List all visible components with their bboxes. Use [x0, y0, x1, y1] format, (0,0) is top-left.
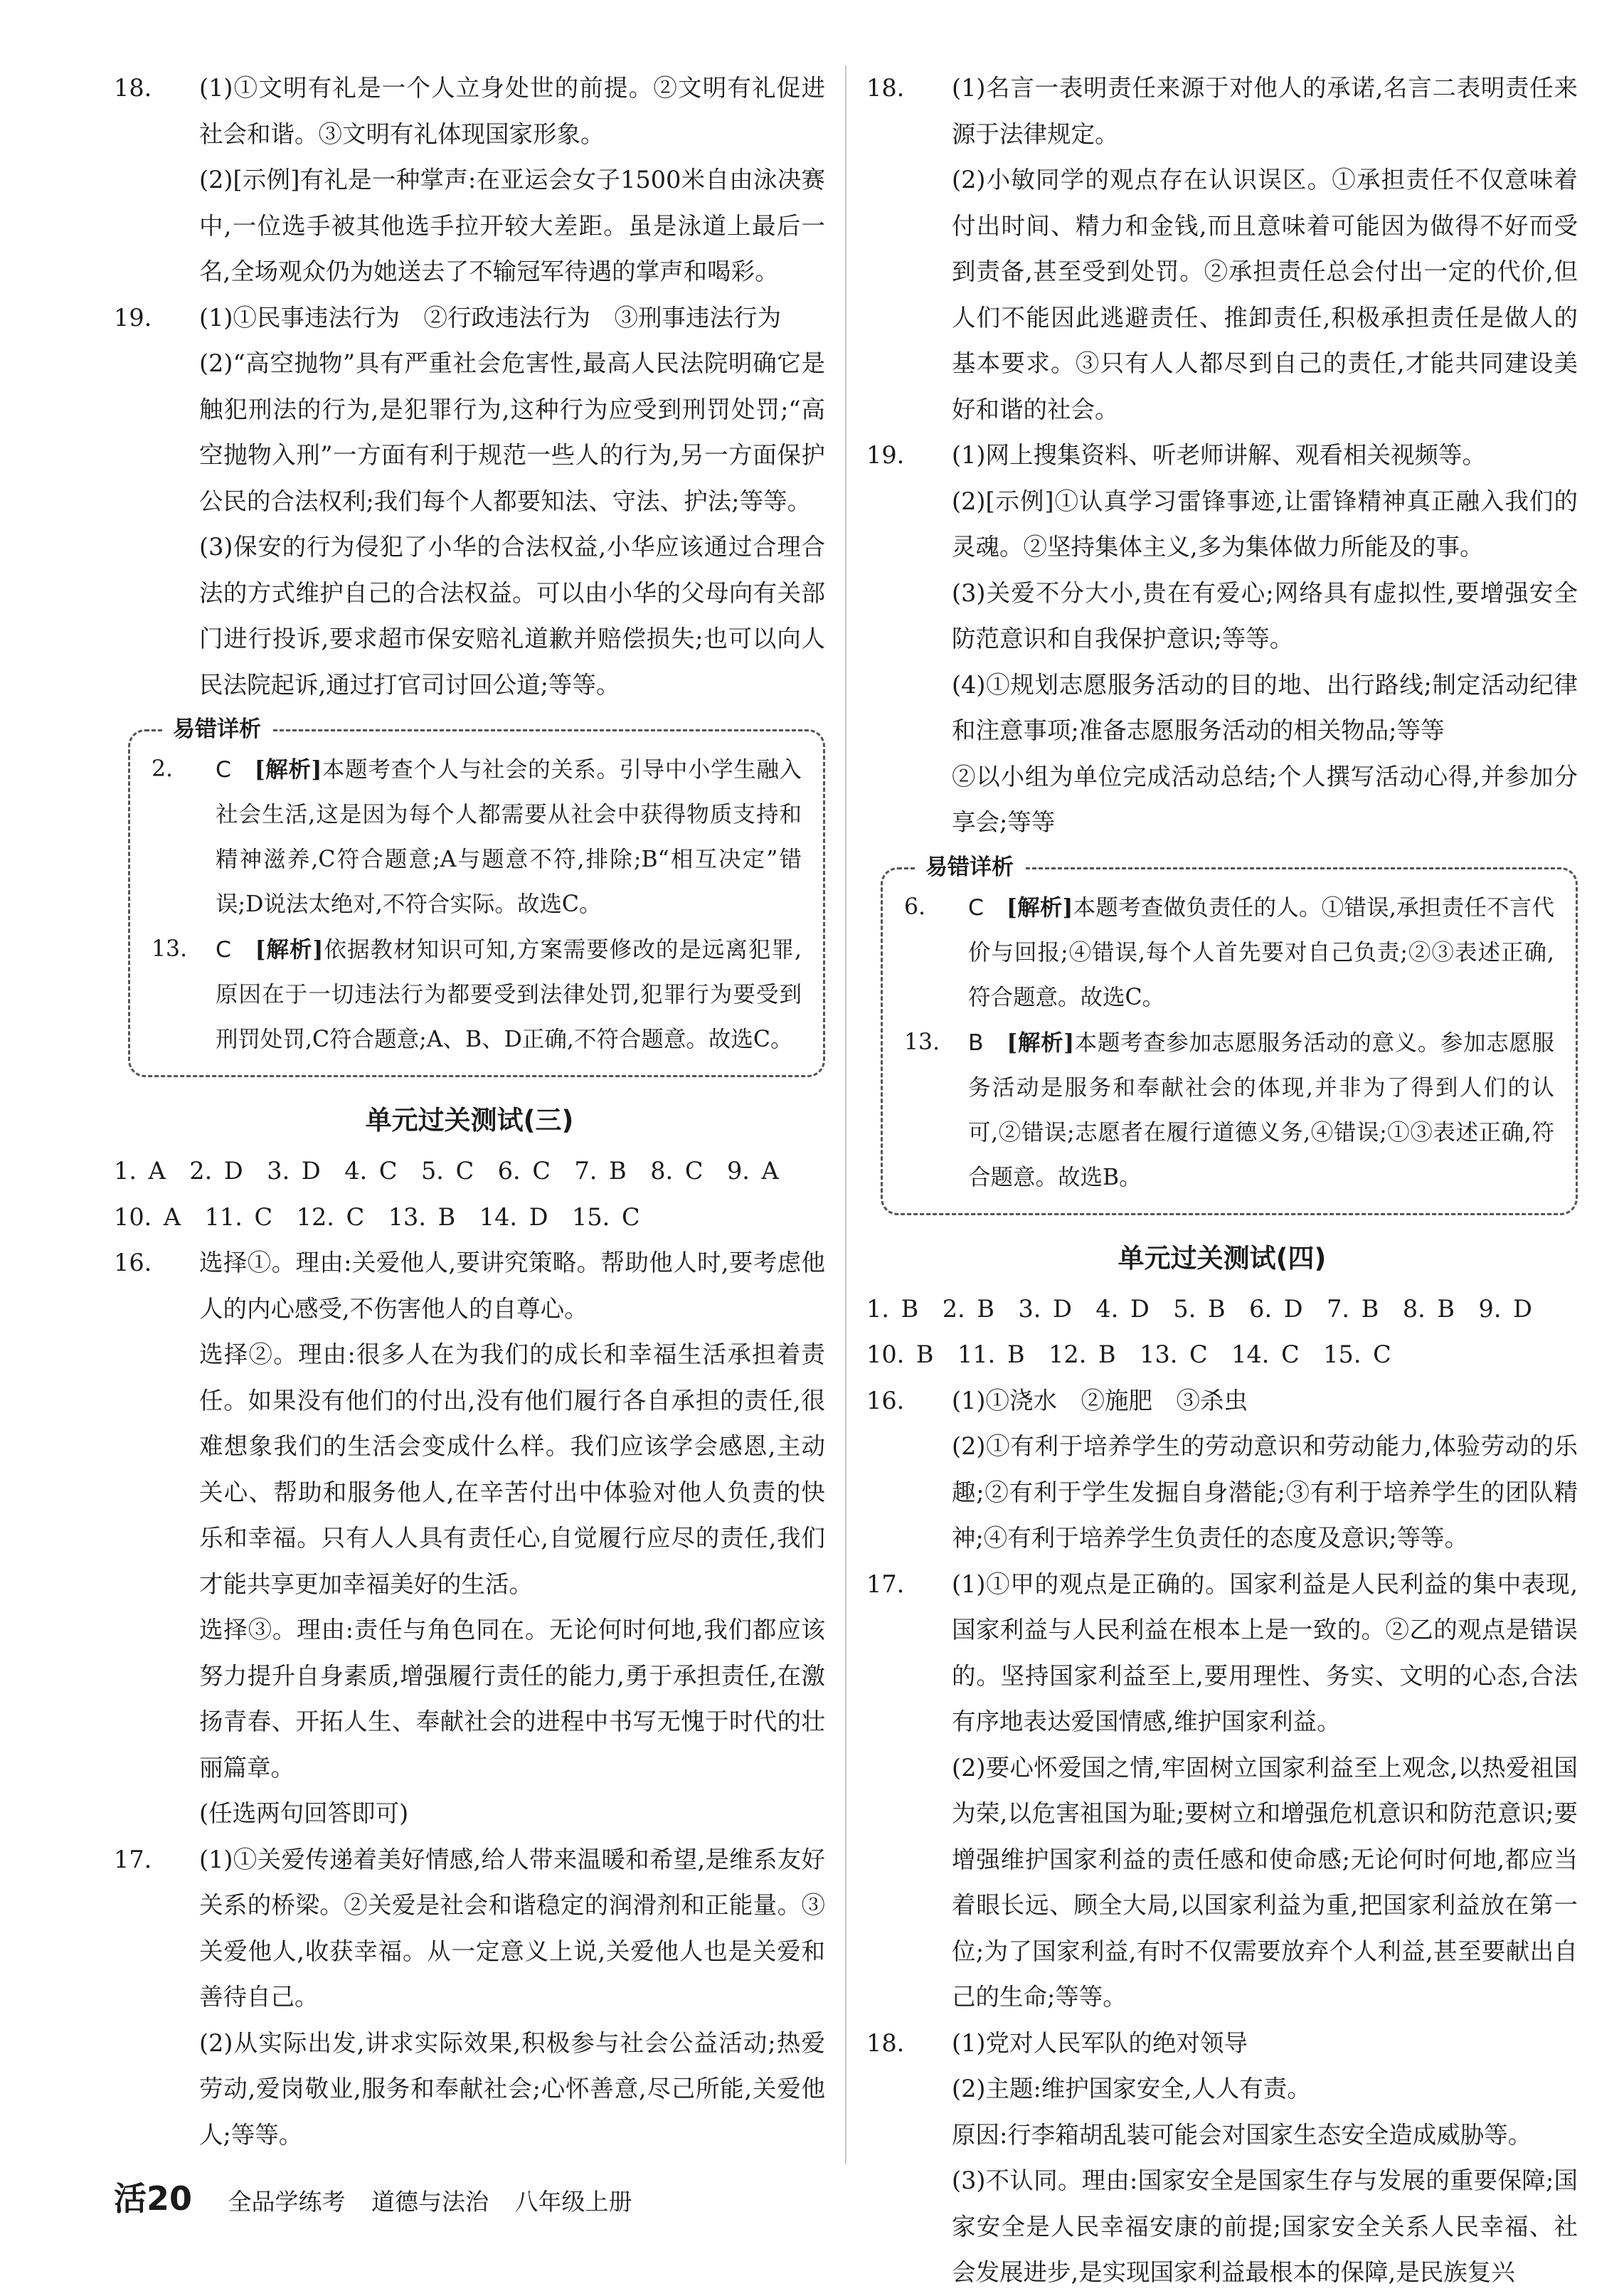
subject-name: 道德与法治	[371, 2188, 489, 2216]
analysis-tag: [解析]	[1006, 894, 1073, 921]
analysis-item	[152, 747, 802, 927]
question-number: 19.	[866, 441, 905, 469]
question-number: 18.	[866, 74, 905, 102]
box-title: 易错详析	[915, 851, 1024, 884]
item-number: 6.	[904, 894, 926, 920]
box-title: 易错详析	[163, 713, 271, 746]
grade-label: 八年级上册	[514, 2188, 632, 2216]
question-number: 19.	[114, 303, 152, 332]
left-q19	[114, 295, 825, 709]
answer-text: (2)从实际出发,讲求实际效果,积极参与社会公益活动;热爱劳动,爱岗敬业,服务和奉献社会;心怀善意,尽己所能,关爱他人;等等。	[199, 2028, 825, 2149]
left-q16	[114, 1240, 825, 1837]
right-q17	[866, 1562, 1578, 2021]
answer-text: (1)①文明有礼是一个人立身处世的前提。②文明有礼促进社会和谐。③文明有礼体现国家形象。	[199, 74, 825, 148]
answer-letter: C	[968, 894, 984, 921]
analysis-text: 本题考查做负责任的人。①错误,承担责任不言代价与回报;④错误,每个人首先要对自己负责;②③表述正确,符合题意。故选C。	[968, 894, 1555, 1010]
answer-text: (2)要心怀爱国之情,牢固树立国家利益至上观念,以热爱祖国为荣,以危害祖国为耻;要树立和增强危机意识和防范意识;要增强维护国家利益的责任感和使命感;无论何时何地,都应当着眼长远、顾全大局,以国家利益为重,把国家利益放在第一位;为了国家利益,有时不仅需要放弃个人利益,甚至要献出自己的生命;等等。	[952, 1753, 1578, 2011]
answer-text: (3)不认同。理由:国家安全是国家生存与发展的重要保障;国家安全是人民幸福安康的前提;国家安全关系人民幸福、社会发展进步,是实现国家利益最根本的保障,是民族复兴	[952, 2167, 1578, 2286]
brand-name: 全品学练考	[228, 2188, 346, 2216]
right-column	[866, 65, 1578, 2296]
error-analysis-box	[128, 716, 825, 1077]
answer-text: (2)小敏同学的观点存在认识误区。①承担责任不仅意味着付出时间、精力和金钱,而且意味着可能因为做得不好而受到责备,甚至受到处罚。②承担责任总会付出一定的代价,但人们不能因此逃避责任、推卸责任,积极承担责任是做人的基本要求。③只有人人都尽到自己的责任,才能共同建设美好和谐的社会。	[952, 166, 1578, 423]
choice-answers-row: 10. A 11. C 12. C 13. B 14. D 15. C	[114, 1202, 640, 1231]
analysis-tag: [解析]	[254, 756, 322, 783]
analysis-text: 依据教材知识可知,方案需要修改的是远离犯罪,原因在于一切违法行为都要受到法律处罚,犯罪行为要受到刑罚处罚,C符合题意;A、B、D正确,不符合题意。故选C。	[216, 937, 802, 1052]
question-number: 16.	[114, 1249, 152, 1276]
answer-text: (2)“高空抛物”具有严重社会危害性,最高人民法院明确它是触犯刑法的行为,是犯罪行为,这种行为应受到刑罚处罚;“高空抛物入刑”一方面有利于规范一些人的行为,另一方面保护公民的合法权利;我们每个人都要知法、守法、护法;等等。	[199, 349, 825, 515]
item-number: 13.	[904, 1029, 940, 1055]
answer-text: (1)网上搜集资料、听老师讲解、观看相关视频等。	[952, 441, 1486, 469]
answer-text: (2)[示例]①认真学习雷锋事迹,让雷锋精神真正融入我们的灵魂。②坚持集体主义,多为集体做力所能及的事。	[952, 487, 1578, 561]
question-number: 18.	[866, 2028, 905, 2057]
right-q16	[866, 1378, 1578, 1562]
question-number: 17.	[114, 1845, 152, 1873]
page-footer	[114, 2177, 651, 2223]
column-divider	[845, 65, 846, 2164]
answer-letter: C	[216, 937, 231, 963]
answer-text: (3)保安的行为侵犯了小华的合法权益,小华应该通过合理合法的方式维护自己的合法权益。可以由小华的父母向有关部门进行投诉,要求超市保安赔礼道歉并赔偿损失;也可以向人民法院起诉,通过打官司讨回公道;等等。	[199, 533, 825, 699]
analysis-item	[904, 885, 1554, 1020]
answer-text: 选择③。理由:责任与角色同在。无论何时何地,我们都应该努力提升自身素质,增强履行责任的能力,勇于承担责任,在激扬青春、开拓人生、奉献社会的进程中书写无愧于时代的壮丽篇章。	[199, 1616, 825, 1782]
page-number: 活20	[114, 2179, 193, 2218]
answer-text: (4)①规划志愿服务活动的目的地、出行路线;制定活动纪律和注意事项;准备志愿服务活动的相关物品;等等	[952, 670, 1578, 744]
answer-text: 原因:行李箱胡乱装可能会对国家生态安全造成威胁等。	[952, 2120, 1532, 2149]
analysis-text: 本题考查个人与社会的关系。引导中小学生融入社会生活,这是因为每个人都需要从社会中获得物质支持和精神滋养,C符合题意;A与题意不符,排除;B“相互决定”错误;D说法太绝对,不符合实际。故选C。	[216, 757, 802, 917]
analysis-text: 本题考查参加志愿服务活动的意义。参加志愿服务活动是服务和奉献社会的体现,并非为了得到人们的认可,②错误;志愿者在履行道德义务,④错误;①③表述正确,符合题意。故选B。	[968, 1030, 1554, 1190]
right-q19	[866, 433, 1578, 846]
answer-text: ②以小组为单位完成活动总结;个人撰写活动心得,并参加分享会;等等	[952, 762, 1578, 836]
answer-text: (1)①甲的观点是正确的。国家利益是人民利益的集中表现,国家利益与人民利益在根本上是一致的。②乙的观点是错误的。坚持国家利益至上,要用理性、务实、文明的心态,合法有序地表达爱国情感,维护国家利益。	[952, 1570, 1578, 1735]
question-number: 16.	[866, 1386, 905, 1414]
error-analysis-box	[881, 854, 1578, 1215]
answer-text: (2)①有利于培养学生的劳动意识和劳动能力,体验劳动的乐趣;②有利于学生发掘自身潜能;③有利于培养学生的团队精神;④有利于培养学生负责任的态度及意识;等等。	[952, 1432, 1578, 1552]
answer-text: (2)主题:维护国家安全,人人有责。	[952, 2075, 1311, 2102]
answer-text: 选择②。理由:很多人在为我们的成长和幸福生活承担着责任。如果没有他们的付出,没有他们履行各自承担的责任,很难想象我们的生活会变成什么样。我们应该学会感恩,主动关心、帮助和服务他人,在辛苦付出中体验对他人负责的快乐和幸福。只有人人具有责任心,自觉履行应尽的责任,我们才能共享更加幸福美好的生活。	[199, 1340, 825, 1598]
answer-text: (2)[示例]有礼是一种掌声:在亚运会女子1500米自由泳决赛中,一位选手被其他选手拉开较大差距。虽是泳道上最后一名,全场观众仍为她送去了不输冠军待遇的掌声和喝彩。	[199, 166, 825, 285]
answer-text: (1)党对人民军队的绝对领导	[952, 2028, 1248, 2057]
left-column	[114, 65, 825, 2158]
choice-answers-row: 1. A 2. D 3. D 4. C 5. C 6. C 7. B 8. C 9. A	[114, 1157, 779, 1185]
question-number: 17.	[866, 1570, 905, 1598]
answer-text: (1)①民事违法行为 ②行政违法行为 ③刑事违法行为	[199, 303, 781, 332]
question-number: 18.	[114, 74, 152, 102]
choice-answers-row: 1. B 2. B 3. D 4. D 5. B 6. D 7. B 8. B 9. D	[866, 1294, 1533, 1323]
item-number: 13.	[152, 936, 188, 962]
item-number: 2.	[152, 756, 174, 782]
answer-letter: B	[968, 1030, 984, 1056]
analysis-item	[152, 927, 802, 1062]
left-q18	[114, 65, 825, 295]
section-title: 单元过关测试(四)	[1118, 1242, 1327, 1274]
choice-answers-row: 10. B 11. B 12. B 13. C 14. C 15. C	[866, 1340, 1391, 1368]
right-q18b	[866, 2021, 1578, 2296]
answer-note: (任选两句回答即可)	[199, 1799, 409, 1827]
left-q17	[114, 1837, 825, 2159]
analysis-tag: [解析]	[1007, 1029, 1075, 1056]
section-title: 单元过关测试(三)	[365, 1105, 574, 1136]
analysis-tag: [解析]	[255, 936, 324, 963]
right-q18	[866, 65, 1578, 433]
answer-letter: C	[216, 757, 231, 783]
answer-text: 选择①。理由:关爱他人,要讲究策略。帮助他人时,要考虑他人的内心感受,不伤害他人的自尊心。	[199, 1249, 825, 1323]
answer-text: (1)名言一表明责任来源于对他人的承诺,名言二表明责任来源于法律规定。	[952, 74, 1578, 148]
answer-text: (1)①浇水 ②施肥 ③杀虫	[952, 1386, 1248, 1414]
analysis-item	[904, 1020, 1554, 1200]
answer-text: (1)①关爱传递着美好情感,给人带来温暖和希望,是维系友好关系的桥梁。②关爱是社会和谐稳定的润滑剂和正能量。③关爱他人,收获幸福。从一定意义上说,关爱他人也是关爱和善待自己。	[199, 1845, 825, 2011]
answer-text: (3)关爱不分大小,贵在有爱心;网络具有虚拟性,要增强安全防范意识和自我保护意识;等等。	[952, 578, 1578, 652]
